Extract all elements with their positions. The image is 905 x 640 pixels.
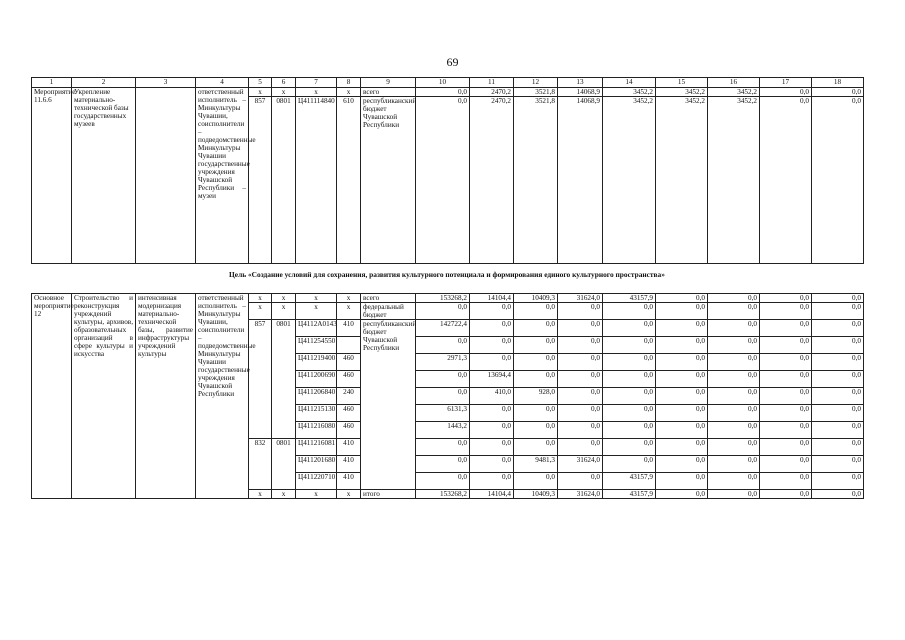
column-number: 7 [296, 78, 337, 88]
value-cell: 0,0 [558, 303, 603, 320]
value-cell: 14068,9 [558, 88, 603, 97]
column-number: 12 [514, 78, 558, 88]
value-cell: 0,0 [708, 294, 760, 303]
value-cell: 0,0 [514, 303, 558, 320]
value-cell: 0,0 [514, 422, 558, 439]
value-cell: 3452,2 [603, 88, 656, 97]
expense-type-code: 460 [337, 405, 361, 422]
value-cell: 0,0 [416, 439, 470, 456]
value-cell: 31624,0 [558, 294, 603, 303]
value-cell: 0,0 [812, 473, 864, 490]
table-cell: x [296, 490, 337, 499]
table-cell: x [337, 490, 361, 499]
value-cell: 1443,2 [416, 422, 470, 439]
value-cell: 0,0 [603, 320, 656, 337]
value-cell: 0,0 [760, 422, 812, 439]
value-cell: 0,0 [760, 405, 812, 422]
measure-title: Укрепление материально-технической базы государственных музеев [72, 88, 136, 264]
target-article-code: Ц4112А0143 [296, 320, 337, 337]
value-cell: 0,0 [470, 405, 514, 422]
value-cell: 928,0 [514, 388, 558, 405]
table-cell: Ц411114840 [296, 97, 337, 264]
funding-source: всего [361, 294, 416, 303]
value-cell: 0,0 [656, 439, 708, 456]
value-cell: 0,0 [708, 337, 760, 354]
expense-type-code: 240 [337, 388, 361, 405]
value-cell: 0,0 [514, 320, 558, 337]
value-cell: 0,0 [812, 490, 864, 499]
value-cell: 0,0 [708, 303, 760, 320]
value-cell: 0,0 [760, 388, 812, 405]
column-number: 16 [708, 78, 760, 88]
value-cell: 13694,4 [470, 371, 514, 388]
grbs-code: 857 [249, 320, 272, 439]
value-cell: 0,0 [416, 88, 470, 97]
table-cell: x [249, 303, 272, 320]
expense-type-code: 460 [337, 371, 361, 388]
value-cell: 0,0 [708, 422, 760, 439]
value-cell: 0,0 [708, 388, 760, 405]
value-cell: 0,0 [558, 422, 603, 439]
value-cell: 14068,9 [558, 97, 603, 264]
value-cell: 3452,2 [656, 97, 708, 264]
target-article-code: Ц411215130 [296, 405, 337, 422]
value-cell: 0,0 [760, 490, 812, 499]
expense-type-code: 460 [337, 354, 361, 371]
value-cell: 0,0 [470, 456, 514, 473]
table-cell: 857 [249, 97, 272, 264]
expected-result [136, 88, 196, 264]
value-cell: 0,0 [470, 337, 514, 354]
value-cell: 3521,8 [514, 97, 558, 264]
target-article-code: Ц411220710 [296, 473, 337, 490]
table-cell: x [337, 294, 361, 303]
responsible-executor: ответственный исполнитель – Минкультуры Чувашии, соисполнители – подведомственные Минкультуры Чувашии государственные учреждения Чувашской Республики [196, 294, 249, 499]
value-cell: 0,0 [812, 354, 864, 371]
value-cell: 0,0 [416, 388, 470, 405]
expense-type-code: 410 [337, 473, 361, 490]
value-cell: 0,0 [656, 294, 708, 303]
expense-type-code: 410 [337, 456, 361, 473]
column-number: 6 [272, 78, 296, 88]
value-cell: 0,0 [656, 456, 708, 473]
expense-type-code: 410 [337, 439, 361, 456]
value-cell: 0,0 [656, 405, 708, 422]
target-article-code: Ц411200690 [296, 371, 337, 388]
table-cell: x [296, 88, 337, 97]
goal-heading: Цель «Создание условий для сохранения, развития культурного потенциала и формирования единого культурного пространства» [229, 270, 665, 279]
value-cell: 0,0 [656, 490, 708, 499]
value-cell: 0,0 [760, 456, 812, 473]
value-cell: 14104,4 [470, 490, 514, 499]
value-cell: 0,0 [760, 97, 812, 264]
target-article-code: Ц411254550 [296, 337, 337, 354]
value-cell: 0,0 [812, 320, 864, 337]
column-number: 5 [249, 78, 272, 88]
value-cell: 0,0 [656, 371, 708, 388]
target-article-code: Ц411201680 [296, 456, 337, 473]
table-cell: 0801 [272, 97, 296, 264]
value-cell: 0,0 [558, 371, 603, 388]
table-cell: x [249, 88, 272, 97]
value-cell: 2971,3 [416, 354, 470, 371]
table-cell: x [296, 294, 337, 303]
value-cell: 0,0 [760, 88, 812, 97]
value-cell: 0,0 [514, 405, 558, 422]
value-cell: 0,0 [558, 473, 603, 490]
table-row [32, 294, 864, 303]
value-cell: 0,0 [760, 439, 812, 456]
table-cell: x [249, 490, 272, 499]
value-cell: 0,0 [558, 439, 603, 456]
column-number: 1 [32, 78, 72, 88]
value-cell: 0,0 [656, 354, 708, 371]
value-cell: 0,0 [708, 490, 760, 499]
value-cell: 2470,2 [470, 97, 514, 264]
value-cell: 0,0 [603, 456, 656, 473]
value-cell: 2470,2 [470, 88, 514, 97]
value-cell: 0,0 [656, 320, 708, 337]
value-cell: 0,0 [812, 388, 864, 405]
value-cell: 0,0 [656, 473, 708, 490]
table-cell: x [272, 490, 296, 499]
value-cell: 0,0 [416, 456, 470, 473]
value-cell: 14104,4 [470, 294, 514, 303]
value-cell: 0,0 [416, 473, 470, 490]
expected-result: интенсивная модернизация материально-технической базы, развитие инфраструктуры учреждений культуры [136, 294, 196, 499]
value-cell: 142722,4 [416, 320, 470, 337]
value-cell: 0,0 [760, 337, 812, 354]
value-cell: 3452,2 [656, 88, 708, 97]
value-cell: 0,0 [603, 303, 656, 320]
value-cell: 0,0 [603, 354, 656, 371]
value-cell: 0,0 [558, 405, 603, 422]
value-cell: 0,0 [760, 320, 812, 337]
value-cell: 0,0 [416, 371, 470, 388]
expense-type-code: 410 [337, 320, 361, 337]
column-number: 9 [361, 78, 416, 88]
value-cell: 3452,2 [708, 88, 760, 97]
value-cell: 0,0 [470, 439, 514, 456]
value-cell: 0,0 [812, 303, 864, 320]
table-cell: x [272, 88, 296, 97]
value-cell: 43157,9 [603, 490, 656, 499]
table-cell: x [296, 303, 337, 320]
value-cell: 0,0 [416, 303, 470, 320]
value-cell: 3452,2 [708, 97, 760, 264]
value-cell: 0,0 [558, 354, 603, 371]
value-cell: 10409,3 [514, 294, 558, 303]
value-cell: 0,0 [470, 473, 514, 490]
value-cell: 0,0 [416, 97, 470, 264]
value-cell: 0,0 [812, 337, 864, 354]
value-cell: 0,0 [760, 371, 812, 388]
table-cell: x [337, 303, 361, 320]
value-cell: 0,0 [603, 439, 656, 456]
value-cell: 0,0 [812, 456, 864, 473]
expense-type-code [337, 337, 361, 354]
value-cell: 0,0 [558, 388, 603, 405]
value-cell: 0,0 [603, 422, 656, 439]
value-cell: 0,0 [812, 294, 864, 303]
value-cell: 0,0 [812, 422, 864, 439]
target-article-code: Ц411216081 [296, 439, 337, 456]
value-cell: 0,0 [812, 97, 864, 264]
table-cell: x [249, 294, 272, 303]
value-cell: 3452,2 [603, 97, 656, 264]
column-number: 10 [416, 78, 470, 88]
table-row [32, 88, 864, 97]
column-number: 14 [603, 78, 656, 88]
value-cell: 0,0 [708, 405, 760, 422]
measure-title: Строительство и реконструкция учреждений культуры, архивов, образовательных организаций в сфере культуры и искусства [72, 294, 136, 499]
column-number-row [32, 78, 864, 88]
value-cell: 0,0 [514, 354, 558, 371]
table-cell: x [337, 88, 361, 97]
value-cell: 0,0 [603, 388, 656, 405]
target-article-code: Ц411216080 [296, 422, 337, 439]
value-cell: 0,0 [514, 337, 558, 354]
section-code: 0801 [272, 439, 296, 490]
funding-source: итого [361, 490, 416, 499]
target-article-code: Ц411206840 [296, 388, 337, 405]
budget-table-measure-11-6-6 [31, 77, 864, 264]
expense-type-code: 460 [337, 422, 361, 439]
column-number: 2 [72, 78, 136, 88]
value-cell: 0,0 [470, 354, 514, 371]
column-number: 18 [812, 78, 864, 88]
column-number: 8 [337, 78, 361, 88]
value-cell: 0,0 [470, 303, 514, 320]
table-cell: x [272, 294, 296, 303]
value-cell: 6131,3 [416, 405, 470, 422]
value-cell: 31624,0 [558, 490, 603, 499]
value-cell: 0,0 [514, 473, 558, 490]
value-cell: 43157,9 [603, 473, 656, 490]
column-number: 13 [558, 78, 603, 88]
value-cell: 0,0 [812, 405, 864, 422]
value-cell: 0,0 [812, 88, 864, 97]
section-code: 0801 [272, 320, 296, 439]
value-cell: 3521,8 [514, 88, 558, 97]
funding-source: всего [361, 88, 416, 97]
table-cell: x [272, 303, 296, 320]
value-cell: 0,0 [708, 320, 760, 337]
column-number: 15 [656, 78, 708, 88]
value-cell: 0,0 [656, 422, 708, 439]
funding-source: республиканский бюджет Чувашской Республики [361, 320, 416, 490]
value-cell: 410,0 [470, 388, 514, 405]
value-cell: 0,0 [656, 303, 708, 320]
column-number: 11 [470, 78, 514, 88]
value-cell: 0,0 [558, 337, 603, 354]
grbs-code: 832 [249, 439, 272, 490]
table-cell: 610 [337, 97, 361, 264]
value-cell: 0,0 [470, 422, 514, 439]
value-cell: 43157,9 [603, 294, 656, 303]
value-cell: 0,0 [514, 371, 558, 388]
value-cell: 0,0 [708, 473, 760, 490]
value-cell: 0,0 [603, 371, 656, 388]
column-number: 4 [196, 78, 249, 88]
value-cell: 0,0 [708, 354, 760, 371]
value-cell: 0,0 [514, 439, 558, 456]
value-cell: 0,0 [708, 439, 760, 456]
value-cell: 0,0 [656, 388, 708, 405]
measure-name: Основное мероприятие 12 [32, 294, 72, 499]
value-cell: 0,0 [812, 439, 864, 456]
budget-table-main-measure-12 [31, 293, 864, 499]
column-number: 3 [136, 78, 196, 88]
value-cell: 0,0 [760, 294, 812, 303]
funding-source: федеральный бюджет [361, 303, 416, 320]
value-cell: 9481,3 [514, 456, 558, 473]
value-cell: 0,0 [708, 371, 760, 388]
value-cell: 0,0 [708, 456, 760, 473]
measure-name: Мероприятие 11.6.6 [32, 88, 72, 264]
value-cell: 0,0 [603, 405, 656, 422]
value-cell: 0,0 [760, 473, 812, 490]
value-cell: 0,0 [558, 320, 603, 337]
value-cell: 153268,2 [416, 294, 470, 303]
column-number: 17 [760, 78, 812, 88]
value-cell: 0,0 [470, 320, 514, 337]
value-cell: 10409,3 [514, 490, 558, 499]
value-cell: 31624,0 [558, 456, 603, 473]
target-article-code: Ц411219400 [296, 354, 337, 371]
value-cell: 0,0 [603, 337, 656, 354]
value-cell: 0,0 [416, 337, 470, 354]
value-cell: 0,0 [760, 303, 812, 320]
responsible-executor: ответственный исполнитель – Минкультуры Чувашии, соисполнители – подведомственные Минкультуры Чувашии государственные учреждения Чувашской Республики – музеи [196, 88, 249, 264]
funding-source: республиканский бюджет Чувашской Республики [361, 97, 416, 264]
value-cell: 0,0 [656, 337, 708, 354]
value-cell: 0,0 [760, 354, 812, 371]
value-cell: 0,0 [812, 371, 864, 388]
page-number: 69 [446, 55, 459, 69]
value-cell: 153268,2 [416, 490, 470, 499]
